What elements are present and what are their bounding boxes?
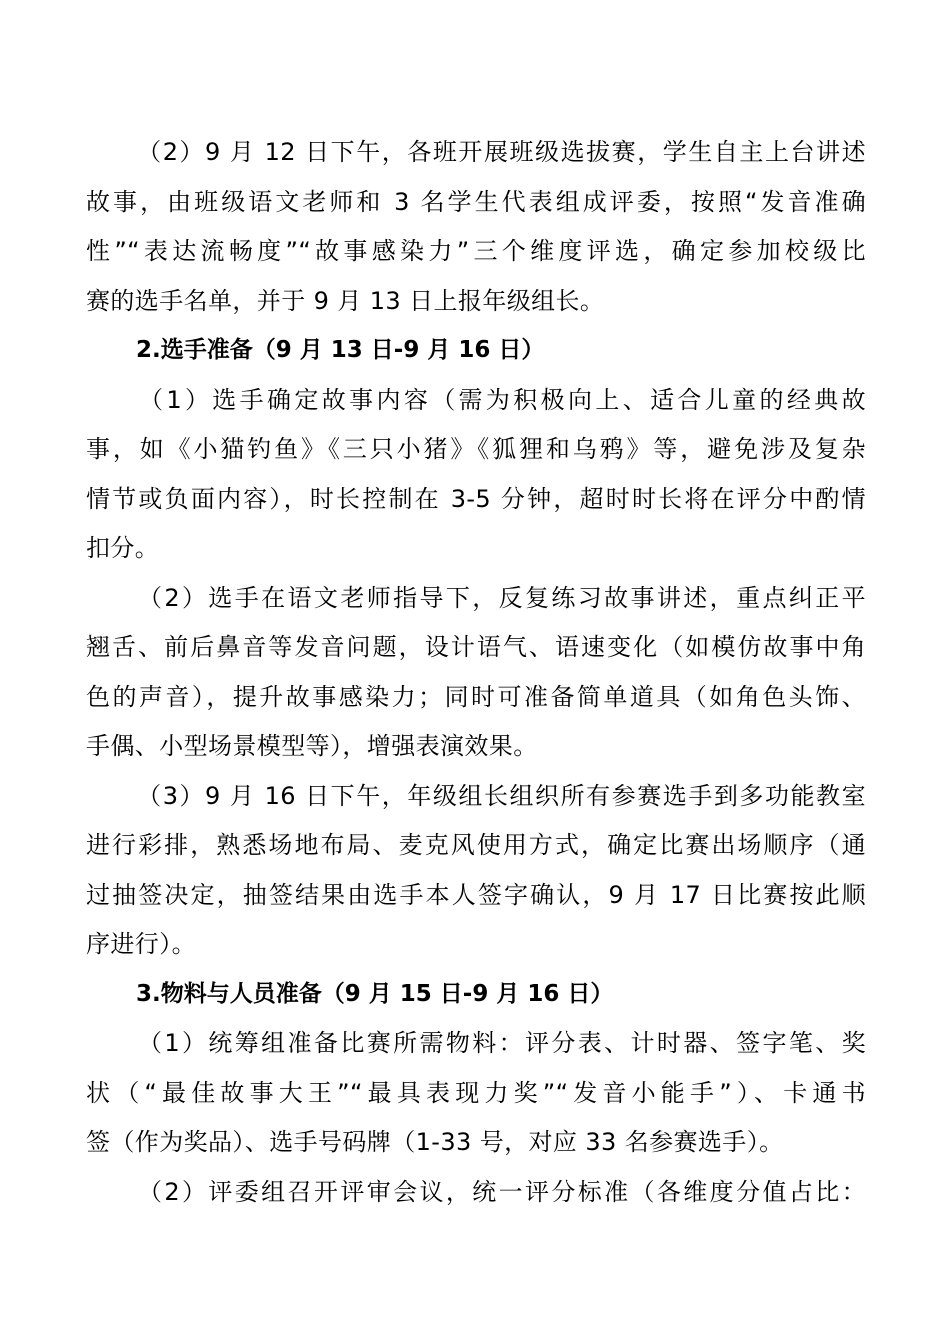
section-heading-contestant-prep: 2.选手准备（9 月 13 日-9 月 16 日） — [136, 337, 545, 363]
text-line: 签（作为奖品）、选手号码牌（1-33 号，对应 33 名参赛选手）。 — [86, 1128, 784, 1156]
paragraph-judging-meeting — [86, 1168, 866, 1218]
text-line: （3）9 月 16 日下午，年级组长组织所有参赛选手到多功能教室 — [136, 781, 866, 810]
text-line: 故事，由班级语文老师和 3 名学生代表组成评委，按照“发音准确 — [86, 187, 866, 216]
text-line: 扣分。 — [86, 534, 160, 562]
text-line: 序进行）。 — [86, 930, 196, 958]
text-line: 翘舌、前后鼻音等发音问题，设计语气、语速变化（如模仿故事中角 — [86, 633, 866, 661]
paragraph-rehearsal — [86, 772, 866, 970]
text-line: 色的声音），提升故事感染力；同时可准备简单道具（如角色头饰、 — [86, 682, 866, 711]
text-line: 赛的选手名单，并于 9 月 13 日上报年级组长。 — [86, 286, 605, 315]
paragraph-practice — [86, 574, 866, 772]
text-line: （1）选手确定故事内容（需为积极向上、适合儿童的经典故 — [136, 385, 866, 414]
text-line: 进行彩排，熟悉场地布局、麦克风使用方式，确定比赛出场顺序（通 — [86, 831, 866, 859]
paragraph-materials — [86, 1019, 866, 1168]
text-line: （2）选手在语文老师指导下，反复练习故事讲述，重点纠正平 — [136, 583, 866, 612]
document-page — [86, 128, 866, 1217]
text-line: （2）9 月 12 日下午，各班开展班级选拔赛，学生自主上台讲述 — [136, 138, 866, 166]
paragraph-class-selection — [86, 128, 866, 326]
text-line: 手偶、小型场景模型等），增强表演效果。 — [86, 732, 538, 760]
text-line: 情节或负面内容），时长控制在 3-5 分钟，超时时长将在评分中酌情 — [86, 484, 866, 513]
text-line: 状（“最佳故事大王”“最具表现力奖”“发音小能手”）、卡通书 — [86, 1078, 866, 1107]
text-line: （2）评委组召开评审会议，统一评分标准（各维度分值占比： — [136, 1177, 866, 1206]
section-heading-materials-staff: 3.物料与人员准备（9 月 15 日-9 月 16 日） — [136, 980, 614, 1007]
paragraph-story-content — [86, 376, 866, 574]
text-line: 事，如《小猫钓鱼》《三只小猪》《狐狸和乌鸦》等，避免涉及复杂 — [86, 435, 866, 463]
text-line: 性”“表达流畅度”“故事感染力”三个维度评选，确定参加校级比 — [86, 237, 866, 265]
text-line: （1）统筹组准备比赛所需物料：评分表、计时器、签字笔、奖 — [136, 1029, 866, 1057]
text-line: 过抽签决定，抽签结果由选手本人签字确认，9 月 17 日比赛按此顺 — [86, 880, 866, 909]
